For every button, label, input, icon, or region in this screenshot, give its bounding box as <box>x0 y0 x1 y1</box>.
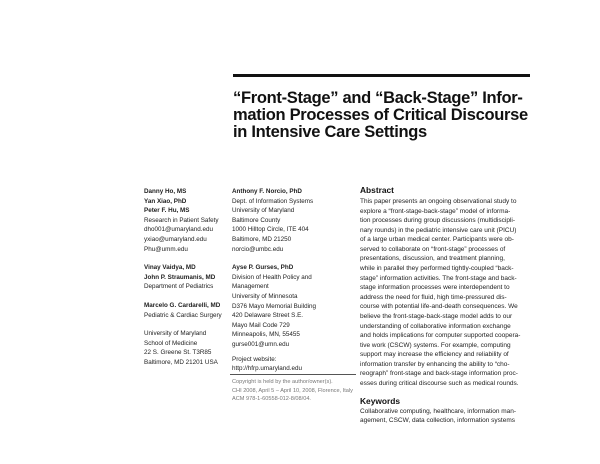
abstract-line: believe the front-stage-back-stage model adds to our <box>360 312 513 320</box>
abstract-line: address the need for fluid, high time-pressured dis- <box>360 293 507 301</box>
keywords-line: Collaborative computing, healthcare, information man- <box>360 407 517 415</box>
address-line: School of Medicine <box>144 339 198 347</box>
abstract-line: course with potential life-and-death consequences. We <box>360 303 518 311</box>
abstract-line: and holds implications for computer supported coopera- <box>360 332 521 340</box>
author-affiliation: Dept. of Information Systems <box>232 197 314 205</box>
abstract-line: nary rounds) in the pediatric intensive care unit (PICU) <box>360 226 517 234</box>
author-name: Anthony F. Norcio, PhD <box>232 188 302 195</box>
authors-left-column <box>144 187 224 368</box>
copyright-line: Copyright is held by the author/owner(s). <box>232 379 333 385</box>
author-affiliation: University of Minnesota <box>232 292 298 300</box>
author-name: Danny Ho, MS <box>144 188 187 195</box>
abstract-line: while in parallel they performed tightly-coupled “back- <box>360 265 514 273</box>
author-affiliation: Management <box>232 283 269 291</box>
abstract-heading: Abstract <box>360 185 394 195</box>
abstract-line: served to collaborate on “front-stage” processes of <box>360 245 506 253</box>
author-name: Ayse P. Gurses, PhD <box>232 264 294 272</box>
address-line: 22 S. Greene St. T3R85 <box>144 349 212 357</box>
author-name: Peter F. Hu, MS <box>144 207 190 215</box>
abstract-line: tion processes during group discussions (multidiscipli- <box>360 217 515 225</box>
abstract-line: reograph” front-stage and back-stage information proc- <box>360 370 518 378</box>
title-line: mation Processes of Critical Discourse <box>233 106 528 124</box>
author-affiliation: Baltimore County <box>232 216 281 224</box>
address-line: Baltimore, MD 21201 USA <box>144 358 218 366</box>
author-name: Yan Xiao, PhD <box>144 197 187 205</box>
abstract-line: stage” information activities. The front-stage and back- <box>360 274 517 282</box>
author-name: John P. Straumanis, MD <box>144 273 216 281</box>
address-line: Mayo Mail Code 729 <box>232 321 290 329</box>
project-website-label: Project website: <box>232 355 277 363</box>
abstract-line: tive work (CSCW) systems. For example, computing <box>360 341 511 349</box>
abstract-body <box>360 197 560 389</box>
author-name: Marcelo G. Cardarelli, MD <box>144 301 221 309</box>
author-affiliation: Research in Patient Safety <box>144 216 219 224</box>
address-line: 420 Delaware Street S.E. <box>232 312 304 320</box>
abstract-column <box>360 185 560 426</box>
abstract-line: understanding of collaborative information exchange <box>360 322 511 330</box>
address-line: University of Maryland <box>144 330 207 338</box>
title-line: “Front-Stage” and “Back-Stage” Infor- <box>233 89 523 107</box>
abstract-line: presentations, discussion, and treatment planning, <box>360 255 505 263</box>
address-line: Minneapolis, MN, 55455 <box>232 331 300 339</box>
author-email: Phu@umm.edu <box>144 245 188 253</box>
abstract-line: support may increase the efficiency and reliability of <box>360 351 509 359</box>
author-affiliation: Division of Health Policy and <box>232 273 312 281</box>
abstract-line: explore a “front-stage-back-stage” model of informa- <box>360 207 511 215</box>
copyright-notice <box>232 378 353 404</box>
title-top-rule <box>233 74 530 77</box>
abstract-line: esses during critical discourse such as medical rounds. <box>360 379 519 387</box>
author-name: Vinay Vaidya, MD <box>144 264 196 272</box>
authors-right-column <box>232 187 342 374</box>
author-email: gurse001@umn.edu <box>232 340 290 348</box>
keywords-line: agement, CSCW, data collection, information systems <box>360 417 515 425</box>
title-line: in Intensive Care Settings <box>233 123 427 141</box>
copyright-separator <box>230 374 356 375</box>
author-email: dho001@umaryland.edu <box>144 226 214 234</box>
copyright-line: ACM 978-1-60558-012-8/08/04. <box>232 396 311 403</box>
keywords-body <box>360 407 560 426</box>
abstract-line: of a large urban medical center. Participants were ob- <box>360 236 514 244</box>
author-email: norcio@umbc.edu <box>232 245 284 253</box>
project-website-link[interactable]: http://hfrp.umaryland.edu <box>232 365 303 373</box>
paper-title <box>233 90 543 141</box>
author-affiliation: Department of Pediatrics <box>144 283 214 291</box>
author-email: yxiao@umaryland.edu <box>144 235 207 243</box>
copyright-line: CHI 2008, April 5 – April 10, 2008, Florence, Italy <box>232 387 353 394</box>
address-line: Baltimore, MD 21250 <box>232 235 292 243</box>
abstract-line: information transfer by enhancing the ability to “cho- <box>360 360 510 368</box>
address-line: 1000 Hilltop Circle, ITE 404 <box>232 226 309 234</box>
abstract-line: stage information processes were interdependent to <box>360 284 510 292</box>
abstract-line: This paper presents an ongoing observational study to <box>360 198 517 205</box>
address-line: D376 Mayo Memorial Building <box>232 302 316 310</box>
author-affiliation: Pediatric & Cardiac Surgery <box>144 311 222 319</box>
author-affiliation: University of Maryland <box>232 207 295 215</box>
keywords-heading: Keywords <box>360 395 401 406</box>
